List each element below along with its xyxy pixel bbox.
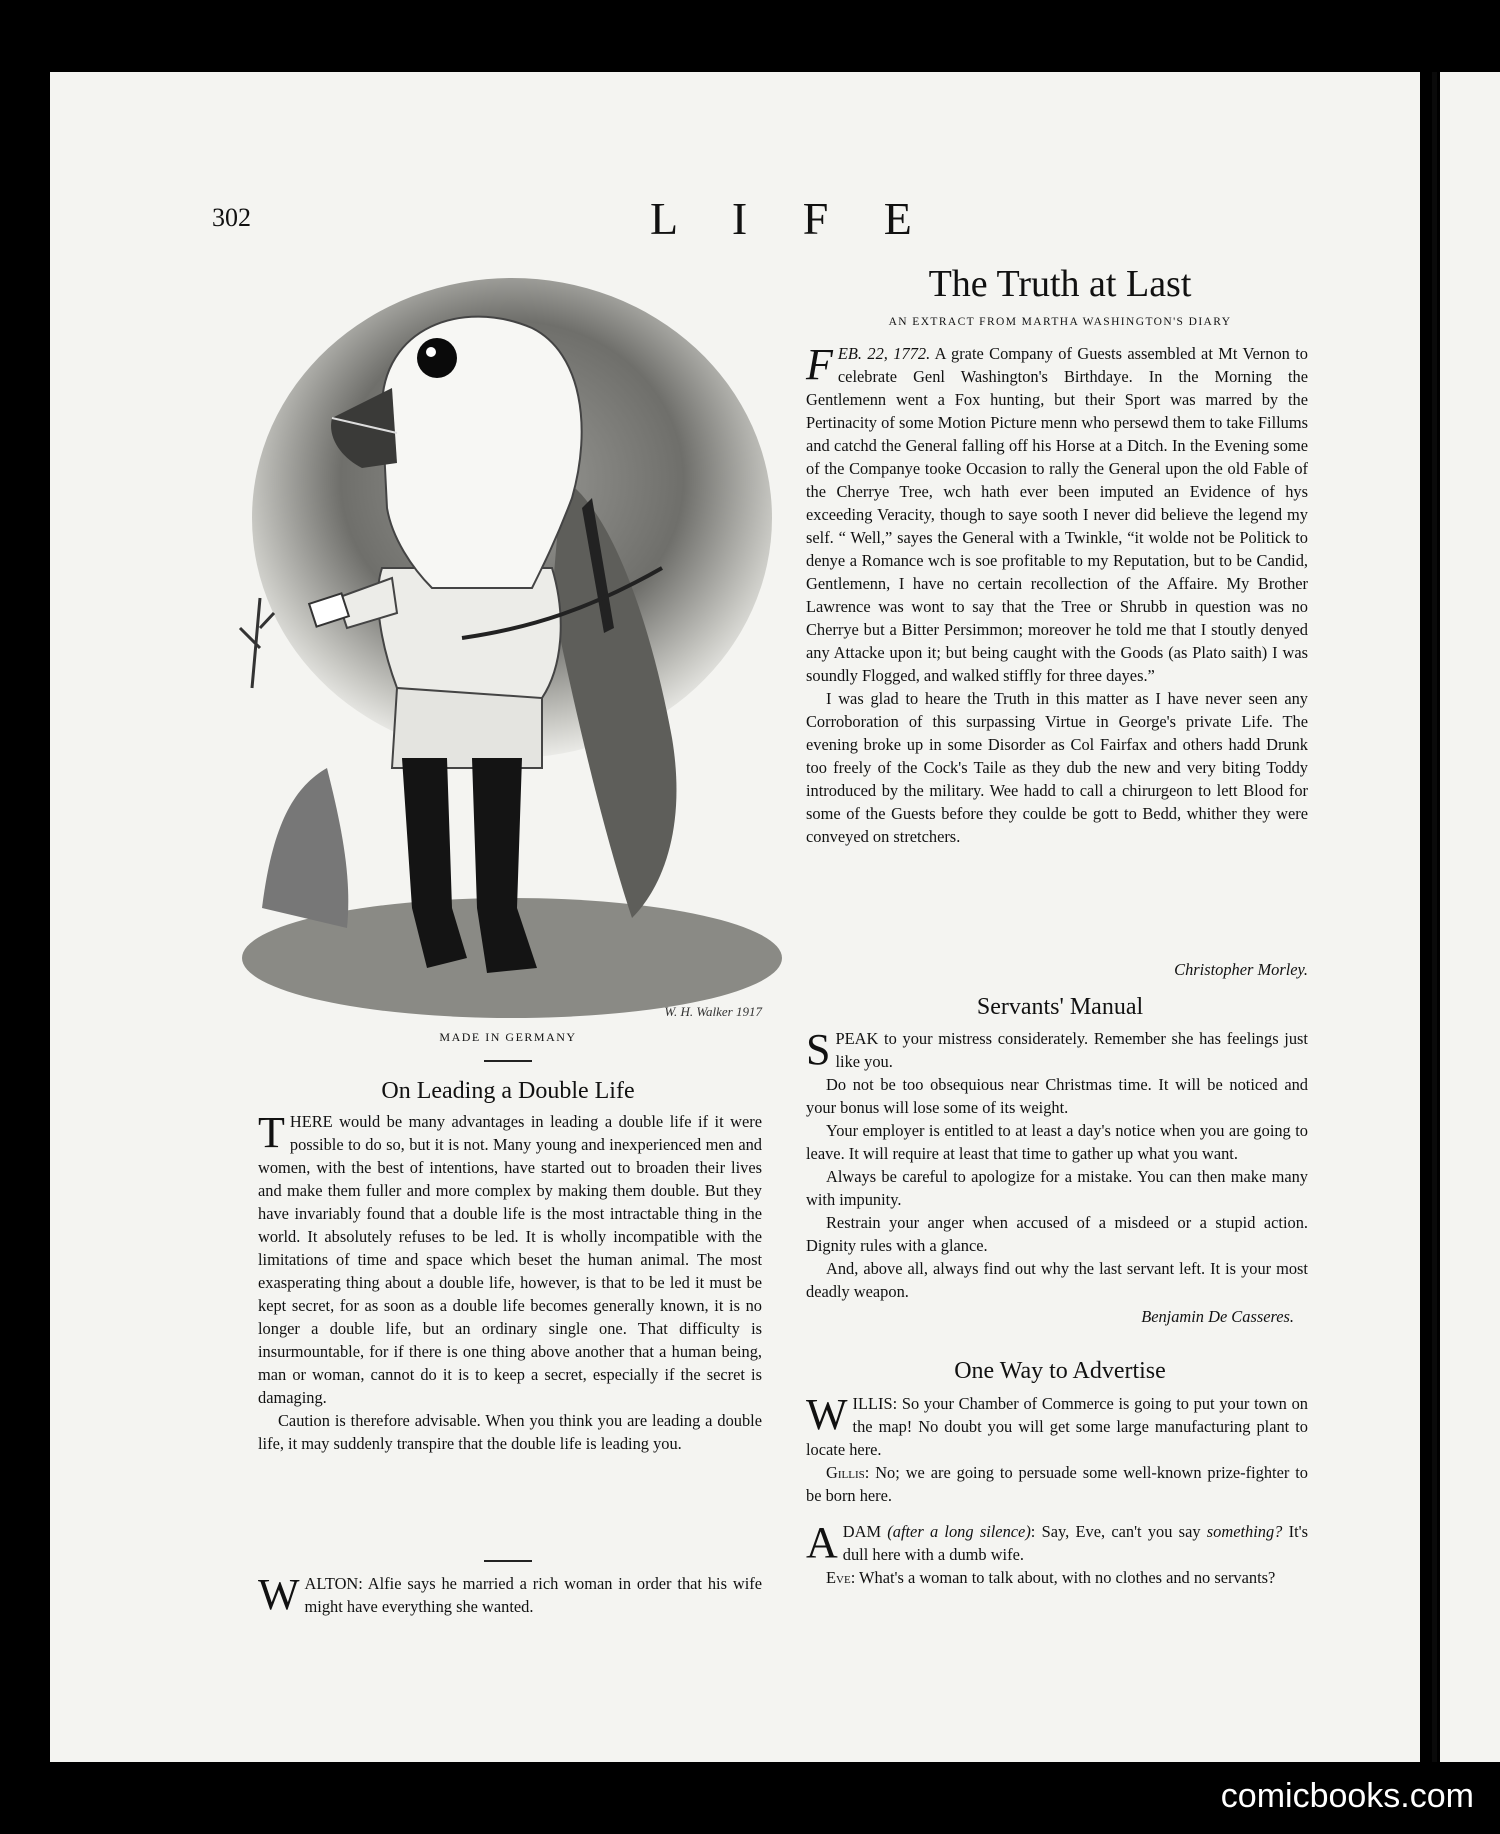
artist-signature: W. H. Walker 1917 — [664, 1004, 762, 1019]
walton-joke — [258, 1572, 762, 1618]
adam-line-emphasis: something? — [1206, 1522, 1283, 1541]
truth-paragraph-2: I was glad to heare the Truth in this matter as I have never seen any Corroboration of this surpassing Virtue in George's private Life. The evening broke up in some Disorder as Col Fairfax and others hadd Drunk too freely of the Cock's Taile as they dub the new and very biting Toddy introduced by the military. Wee hadd to call a chirurgeon to lett Blood for some of the Guests before they coulde be gott to Bedd, whither they were conveyed on stretchers. — [806, 689, 1308, 846]
site-watermark: comicbooks.com — [1220, 1777, 1474, 1815]
bare-branch — [240, 598, 274, 688]
truth-subtitle: AN EXTRACT FROM MARTHA WASHINGTON'S DIARY — [888, 316, 1232, 328]
cartoon-illustration — [232, 268, 784, 1020]
speaker-eve: Eve — [826, 1568, 851, 1587]
stage-direction: (after a long silence) — [887, 1522, 1031, 1541]
advertise-title: One Way to Advertise — [954, 1358, 1166, 1384]
speaker-adam: DAM — [842, 1522, 882, 1541]
masthead: L I F E — [650, 193, 934, 244]
uniform-trousers — [392, 688, 542, 768]
servants-paragraph-2: Do not be too obsequious near Christmas time. It will be noticed and your bonus will lose some of its weight. — [806, 1075, 1308, 1117]
adam-line-b: It's dull here with a dumb wife. — [842, 1522, 1308, 1564]
servants-paragraph-3: Your employer is entitled to at least a day's notice when you are going to leave. It will require at least that time to gather up what you want. — [806, 1121, 1308, 1163]
double-life-title: On Leading a Double Life — [381, 1078, 635, 1104]
adam-line-a: : Say, Eve, can't you say — [1030, 1522, 1207, 1541]
illustration-caption: MADE IN GERMANY — [439, 1030, 577, 1044]
servants-paragraph-1 — [806, 1027, 1308, 1073]
double-life-paragraph-1 — [258, 1110, 762, 1409]
drop-cap: F — [806, 340, 833, 389]
joke-divider — [484, 1560, 532, 1562]
truth-title: The Truth at Last — [928, 263, 1192, 305]
double-life-paragraph-2: Caution is therefore advisable. When you think you are leading a double life, it may suddenly transpire that the double life is leading you. — [258, 1411, 762, 1453]
caption-divider — [484, 1060, 532, 1062]
speaker-willis: ILLIS — [852, 1394, 893, 1413]
advertise-paragraph-1 — [806, 1392, 1308, 1461]
eve-line: : What's a woman to talk about, with no clothes and no servants? — [850, 1568, 1276, 1587]
double-life-text-1: HERE would be many advantages in leading a double life if it were possible to do so, but it is not. Many young and inexperienced men and women, with the best of intentions, have started out to broaden their lives and make them fuller and more complex by making them double. But they have invariably found that a double life is the most intractable thing in the world. It absolutely refuses to be led. It is wholly incompatible with the limitations of time and space which beset the human animal. The most exasperating thing about a double life, however, is that to be led it must be kept secret, for as soon as a double life becomes generally known, it is no longer a double life, but an ordinary single one. That difficulty is insurmountable, for if there is one thing above another that a human being, man or woman, cannot do it is to keep a secret, especially if the secret is damaging. — [258, 1112, 762, 1407]
bird-eye — [417, 338, 457, 378]
truth-paragraph-1 — [806, 342, 1308, 687]
servants-author: Benjamin De Casseres. — [1141, 1307, 1294, 1326]
eye-highlight — [426, 347, 436, 357]
drop-cap: W — [258, 1570, 300, 1619]
truth-author: Christopher Morley. — [1174, 960, 1308, 979]
servants-paragraph-5: Restrain your anger when accused of a misdeed or a stupid action. Dignity rules with a glance. — [806, 1213, 1308, 1255]
walton-line: : Alfie says he married a rich woman in order that his wife might have everything she wanted. — [304, 1574, 762, 1616]
adam-paragraph-1 — [806, 1520, 1308, 1566]
advertise-body — [806, 1392, 1308, 1507]
servants-paragraph-6: And, above all, always find out why the last servant left. It is your most deadly weapon. — [806, 1259, 1308, 1301]
adjacent-page-edge — [1440, 72, 1500, 1762]
walton-paragraph — [258, 1572, 762, 1618]
servants-body — [806, 1027, 1308, 1328]
double-life-body — [258, 1110, 762, 1455]
advertise-paragraph-2 — [806, 1461, 1308, 1507]
drop-cap: S — [806, 1025, 831, 1074]
drop-cap: T — [258, 1108, 285, 1157]
drop-cap: A — [806, 1518, 838, 1567]
servants-text-1: PEAK to your mistress considerately. Remember she has feelings just like you. — [835, 1029, 1308, 1071]
truth-text-1: A grate Company of Guests assembled at Mt Vernon to celebrate Genl Washington's Birthdaye. In the Morning the Gentlemenn went a Fox hunting, but their Sport was marred by the Pertinacity of some Motion Picture menn who persewd them to take Fillums and catchd the General falling off his Horse at a Ditch. In the Evening some of the Companye tooke Occasion to rally the General upon the old Fable of the Cherrye Tree, wch hath ever been imputed an Evidence of hys exceeding Veracity, though to saye sooth I never did believe the legend my self. “ Well,” sayes the General with a Twinkle, “it wolde not be Politick to denye a Romance wch is soe profitable to my Reputation, but to be Candid, Gentlemenn, I have no certain recollection of the Affaire. My Brother Lawrence was wont to say that the Tree or Shrubb in question was no Cherrye but a Bitter Persimmon; moreover he told me that I stoutly denyed any Attacke upon it; but being caught with the Goods (as Plato saith) I was soundly Flogged, and walked stiffly for three dayes.” — [806, 344, 1309, 685]
adam-joke — [806, 1520, 1308, 1589]
servants-paragraph-4: Always be careful to apologize for a mistake. You can then make many with impunity. — [806, 1167, 1308, 1209]
gillis-line: : No; we are going to persuade some well-known prize-fighter to be born here. — [806, 1463, 1308, 1505]
page-number: 302 — [212, 203, 251, 232]
speaker-gillis: Gillis — [826, 1463, 865, 1482]
drop-cap: W — [806, 1390, 848, 1439]
speaker-walton: ALTON — [304, 1574, 359, 1593]
adam-paragraph-2 — [806, 1566, 1308, 1589]
truth-body — [806, 342, 1308, 848]
left-shrub — [262, 768, 348, 928]
servants-title: Servants' Manual — [976, 994, 1144, 1020]
diary-date: EB. 22, 1772. — [837, 344, 931, 363]
bird-head — [382, 317, 582, 588]
willis-line: : So your Chamber of Commerce is going to put your town on the map! No doubt you will get some large manufacturing plant to locate here. — [806, 1394, 1308, 1459]
